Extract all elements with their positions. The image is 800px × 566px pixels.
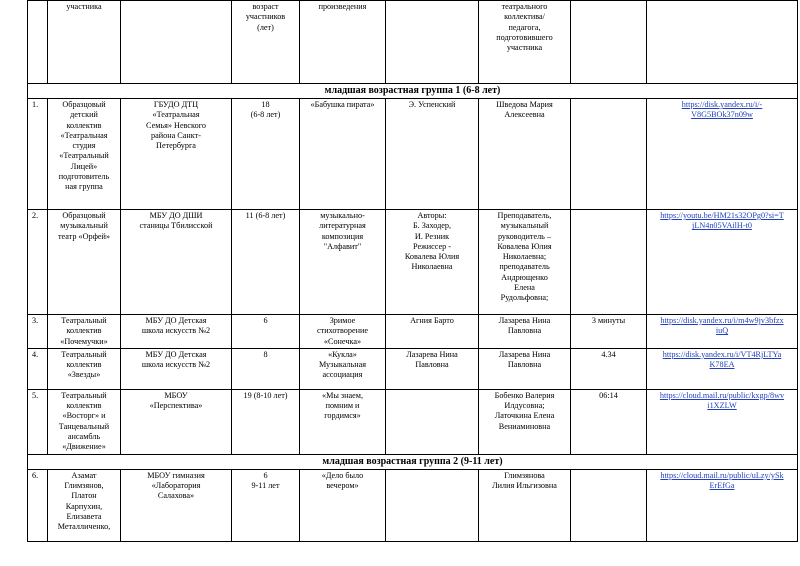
cell-text-line: литературная	[319, 221, 366, 231]
cell-text-line: педагога,	[508, 22, 541, 32]
cell-text-line: преподаватель	[499, 262, 550, 272]
cell-text-line: «Мы знаем,	[321, 390, 364, 400]
cell-text-line: коллектив	[66, 326, 102, 336]
duration-cell	[571, 210, 647, 315]
cell-text-line: руководитель –	[497, 231, 552, 241]
cell-text-line: Семья» Невского	[146, 120, 206, 130]
work-title-cell	[300, 210, 386, 315]
cell-text-line: 3 минуты	[591, 316, 626, 325]
cell-text-line: Лазарева Нина	[498, 316, 551, 325]
cell-text-line: «Кукла»	[328, 349, 357, 359]
cell-text-line: 4.	[32, 349, 39, 359]
duration-cell	[571, 348, 647, 389]
cell-text-line: (лет)	[257, 22, 274, 32]
video-link[interactable]	[649, 350, 795, 371]
author-cell	[386, 210, 479, 315]
header-cell-author	[386, 1, 479, 84]
cell-text-line: «Театральная	[60, 130, 108, 140]
cell-text-line: коллектива/	[504, 12, 545, 22]
video-link-cell[interactable]	[647, 469, 798, 541]
cell-text-line: Рудольфовна;	[500, 293, 549, 303]
cell-text-line: произведения	[318, 2, 367, 11]
author-cell	[386, 389, 479, 454]
participant-name-cell	[48, 210, 121, 315]
link-text-line[interactable]: https://cloud.mail.ru/public/uLzy/ySk	[660, 470, 784, 480]
author-cell	[386, 315, 479, 349]
organization-cell	[121, 348, 232, 389]
cell-text-line: музыкально-	[320, 211, 365, 220]
author-cell	[386, 348, 479, 389]
cell-text-line: Лицей»	[70, 161, 98, 171]
header-cell-age	[232, 1, 300, 84]
cell-text-line: Латочкина Елена	[494, 411, 555, 421]
teacher-cell	[479, 210, 571, 315]
row-number-cell	[28, 389, 48, 454]
cell-text-line: Музыкальная	[318, 360, 367, 370]
header-cell-organization	[121, 1, 232, 84]
cell-text-line: школа искусств №2	[141, 326, 211, 336]
duration-cell	[571, 389, 647, 454]
link-text-line[interactable]: K78EA	[709, 360, 735, 370]
header-cell-participant-name	[48, 1, 121, 84]
cell-text-line: Образцовый	[62, 211, 106, 220]
organization-cell	[121, 210, 232, 315]
cell-text-line: 2.	[32, 211, 39, 220]
section-title: младшая возрастная группа 1 (6-8 лет)	[28, 84, 798, 99]
cell-text-line: подготовившего	[496, 32, 553, 42]
cell-text-line: Бобенко Валерия	[494, 390, 555, 400]
cell-text-line: коллектив	[66, 120, 102, 130]
cell-text-line: 8	[263, 349, 268, 359]
cell-text-line: «Дело было	[321, 470, 364, 480]
video-link[interactable]	[649, 471, 795, 492]
cell-text-line: ансамбль	[67, 432, 101, 442]
duration-cell	[571, 315, 647, 349]
participant-name-cell	[48, 99, 121, 210]
cell-text-line: «Театральная	[152, 110, 200, 120]
cell-text-line: Андрющенко	[501, 272, 548, 282]
cell-text-line: «Театральный	[59, 151, 109, 161]
cell-text-line: Зримое	[329, 316, 356, 325]
author-cell	[386, 469, 479, 541]
cell-text-line: участника	[66, 2, 102, 11]
cell-text-line: ГБУДО ДТЦ	[153, 100, 199, 109]
header-cell-video-link	[647, 1, 798, 84]
cell-text-line: Павловна	[507, 326, 542, 336]
cell-text-line: ассоциация	[322, 370, 363, 380]
cell-text-line: Театральный	[61, 390, 107, 400]
header-row	[28, 1, 798, 84]
age-cell	[232, 315, 300, 349]
section-header-row	[28, 84, 798, 99]
video-link-cell[interactable]	[647, 315, 798, 349]
cell-text-line: Павловна	[415, 360, 449, 370]
cell-text-line: Вениаминовна	[498, 421, 551, 431]
cell-text-line: «Почемучки»	[60, 336, 108, 346]
cell-text-line: возраст	[252, 2, 279, 11]
cell-text-line: музыкальный	[60, 221, 108, 231]
age-cell	[232, 210, 300, 315]
work-title-cell	[300, 469, 386, 541]
cell-text-line: Режиссер -	[413, 241, 451, 251]
cell-text-line: вечером»	[326, 481, 359, 491]
table-row	[28, 348, 798, 389]
cell-text-line: театр «Орфей»	[57, 231, 111, 241]
link-text-line[interactable]: jLN4n05VAilH-t0	[692, 221, 752, 231]
cell-text-line: «Бабушка пирата»	[310, 100, 375, 109]
participant-name-cell	[48, 389, 121, 454]
cell-text-line: «Движение»	[62, 442, 106, 452]
table-row	[28, 315, 798, 349]
cell-text-line: ная группа	[65, 182, 103, 192]
cell-text-line: коллектив	[66, 360, 102, 370]
cell-text-line: Лилия Ильгизовна	[492, 481, 557, 491]
header-cell-teacher	[479, 1, 571, 84]
work-title-cell	[300, 99, 386, 210]
cell-text-line: Агния Барто	[410, 316, 454, 325]
age-cell	[232, 348, 300, 389]
teacher-cell	[479, 469, 571, 541]
cell-text-line: Петербурга	[156, 141, 196, 151]
cell-text-line: «Восторг» и	[62, 411, 106, 421]
video-link[interactable]	[649, 100, 795, 121]
link-text-line[interactable]: https://disk.yandex.ru/i/m4w9jv3bfzx	[660, 316, 784, 325]
participants-table	[27, 0, 798, 542]
duration-cell	[571, 99, 647, 210]
cell-text-line: Театральный	[61, 349, 107, 359]
cell-text-line: 6.	[32, 470, 39, 480]
cell-text-line: Металличенко,	[57, 522, 111, 532]
row-number-cell	[28, 348, 48, 389]
video-link-cell[interactable]	[647, 348, 798, 389]
participant-name-cell	[48, 315, 121, 349]
cell-text-line: 11 (6-8 лет)	[245, 211, 286, 220]
cell-text-line: Николаевна;	[502, 252, 547, 262]
cell-text-line: МБУ ДО ДШИ	[149, 211, 203, 220]
cell-text-line: школа искусств №2	[141, 360, 211, 370]
table-row	[28, 210, 798, 315]
cell-text-line: Платон	[71, 491, 97, 501]
header-cell-row-number	[28, 1, 48, 84]
organization-cell	[121, 389, 232, 454]
cell-text-line: «Звезды»	[67, 370, 101, 380]
age-cell	[232, 99, 300, 210]
link-text-line[interactable]: i1XZLW	[707, 401, 737, 411]
cell-text-line: Глимзянова	[504, 470, 545, 480]
cell-text-line: театрального	[501, 2, 548, 11]
cell-text-line: Глимзянов,	[64, 481, 104, 491]
cell-text-line: «Сонечка»	[323, 336, 362, 346]
table-body	[28, 1, 798, 542]
link-text-line[interactable]: https://cloud.mail.ru/public/kxgp/8wv	[659, 390, 785, 400]
teacher-cell	[479, 348, 571, 389]
cell-text-line: (6-8 лет)	[250, 110, 281, 120]
video-link[interactable]	[649, 316, 795, 337]
cell-text-line: подготовитель	[58, 172, 110, 182]
link-text-line[interactable]: ErEfGa	[709, 481, 735, 491]
cell-text-line: Театральный	[61, 316, 107, 325]
table-row	[28, 469, 798, 541]
organization-cell	[121, 469, 232, 541]
duration-cell	[571, 469, 647, 541]
organization-cell	[121, 315, 232, 349]
cell-text-line: 19 (8-10 лет)	[243, 390, 288, 400]
age-cell	[232, 389, 300, 454]
teacher-cell	[479, 315, 571, 349]
cell-text-line: Павловна	[507, 360, 542, 370]
row-number-cell	[28, 469, 48, 541]
row-number-cell	[28, 99, 48, 210]
cell-text-line: 3.	[32, 316, 39, 325]
cell-text-line: 9-11 лет	[251, 481, 280, 491]
cell-text-line: 5.	[32, 390, 39, 400]
cell-text-line: коллектив	[66, 401, 102, 411]
cell-text-line: Елена	[514, 283, 535, 293]
cell-text-line: 6	[263, 470, 268, 480]
cell-text-line: детский	[70, 110, 98, 120]
cell-text-line: Шведова Мария	[496, 100, 553, 109]
cell-text-line: станицы Тбилисской	[139, 221, 213, 231]
cell-text-line: 18	[261, 100, 270, 109]
header-cell-work-title	[300, 1, 386, 84]
participant-name-cell	[48, 469, 121, 541]
cell-text-line: 06:14	[599, 390, 618, 400]
cell-text-line: МБУ ДО Детская	[145, 316, 207, 325]
teacher-cell	[479, 99, 571, 210]
cell-text-line: участника	[506, 43, 543, 53]
organization-cell	[121, 99, 232, 210]
cell-text-line: Елизавета	[66, 512, 102, 522]
header-cell-duration	[571, 1, 647, 84]
video-link[interactable]	[649, 211, 795, 232]
work-title-cell	[300, 315, 386, 349]
table-row	[28, 99, 798, 210]
video-link-cell[interactable]	[647, 389, 798, 454]
cell-text-line: 6	[263, 316, 268, 325]
cell-text-line: Салахова»	[157, 491, 195, 501]
cell-text-line: Ковалева Юлия	[404, 252, 460, 262]
cell-text-line: Авторы:	[417, 211, 447, 220]
cell-text-line: участников	[245, 12, 286, 22]
video-link[interactable]	[649, 391, 795, 412]
cell-text-line: Образцовый	[62, 100, 106, 109]
section-title: младшая возрастная группа 2 (9-11 лет)	[28, 454, 798, 469]
cell-text-line: Б. Заходер,	[412, 221, 452, 231]
table-row	[28, 389, 798, 454]
cell-text-line: помним и	[325, 401, 360, 411]
work-title-cell	[300, 348, 386, 389]
cell-text-line: Алексеевна	[504, 110, 545, 120]
cell-text-line: гордимся»	[324, 411, 361, 421]
cell-text-line: Лазарева Нина	[406, 349, 458, 359]
link-text-line[interactable]: https://youtu.be/HM21s32OPg0?si=T	[660, 211, 784, 220]
cell-text-line: студия	[72, 141, 96, 151]
video-link-cell[interactable]	[647, 210, 798, 315]
cell-text-line: Э. Успенский	[408, 100, 456, 109]
cell-text-line: стихотворение	[317, 326, 368, 336]
cell-text-line: Илдусовна;	[504, 401, 545, 411]
cell-text-line: Азамат	[71, 470, 97, 480]
cell-text-line: Танцевальный	[58, 421, 110, 431]
row-number-cell	[28, 315, 48, 349]
video-link-cell[interactable]	[647, 99, 798, 210]
link-text-line[interactable]: iuQ	[715, 326, 729, 336]
cell-text-line: района Санкт-	[151, 130, 201, 140]
cell-text-line: И. Резник	[414, 231, 450, 241]
cell-text-line: Карпухин,	[65, 501, 103, 511]
cell-text-line: 4.34	[601, 349, 616, 359]
participant-name-cell	[48, 348, 121, 389]
cell-text-line: Лазарева Нина	[498, 349, 551, 359]
link-text-line[interactable]: V8G5BOk37n09w	[691, 110, 753, 120]
link-text-line[interactable]: https://disk.yandex.ru/i/-	[681, 100, 763, 109]
cell-text-line: «Лаборатория	[151, 481, 201, 491]
section-header-row	[28, 454, 798, 469]
teacher-cell	[479, 389, 571, 454]
cell-text-line: МБОУ	[164, 390, 188, 400]
cell-text-line: Преподаватель,	[497, 211, 552, 220]
cell-text-line: Николаевна	[411, 262, 453, 272]
cell-text-line: МБУ ДО Детская	[145, 349, 207, 359]
row-number-cell	[28, 210, 48, 315]
cell-text-line: МБОУ гимназия	[147, 470, 205, 480]
cell-text-line: музыкальный	[500, 221, 549, 231]
age-cell	[232, 469, 300, 541]
link-text-line[interactable]: https://disk.yandex.ru/i/VT4RjLTYa	[662, 349, 782, 359]
cell-text-line: Ковалева Юлия	[497, 241, 552, 251]
cell-text-line: "Алфавит"	[323, 241, 362, 251]
work-title-cell	[300, 389, 386, 454]
author-cell	[386, 99, 479, 210]
cell-text-line: композиция	[321, 231, 364, 241]
cell-text-line: «Перспектива»	[149, 401, 203, 411]
cell-text-line: 1.	[32, 100, 39, 109]
